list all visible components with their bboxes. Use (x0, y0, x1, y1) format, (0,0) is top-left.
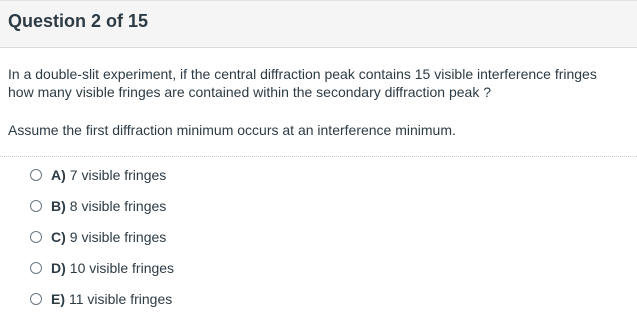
question-header (0, 0, 637, 48)
answer-letter: B) (51, 198, 66, 214)
radio-button-icon[interactable] (30, 200, 42, 212)
radio-button-icon[interactable] (30, 169, 42, 181)
answer-text: 10 visible fringes (69, 260, 175, 276)
answer-option-e[interactable] (30, 289, 172, 309)
answer-text: 9 visible fringes (69, 229, 167, 245)
question-title: Question 2 of 15 (8, 11, 149, 31)
answer-text: 8 visible fringes (69, 198, 167, 214)
radio-button-icon[interactable] (30, 231, 42, 243)
answer-text: 11 visible fringes (69, 291, 173, 307)
answer-letter: D) (51, 260, 66, 276)
question-text (8, 65, 637, 101)
answer-option-d[interactable] (30, 258, 174, 278)
radio-button-icon[interactable] (30, 262, 42, 274)
answer-letter: A) (51, 167, 66, 183)
answer-letter: E) (51, 291, 65, 307)
answer-option-b[interactable] (30, 196, 166, 216)
answer-option-c[interactable] (30, 227, 166, 247)
question-text-line-2: how many visible fringes are contained within the secondary diffraction peak ? (8, 84, 492, 100)
answer-option-a[interactable] (30, 165, 166, 185)
question-text-line-1: In a double-slit experiment, if the central diffraction peak contains 15 visible interference fringes (8, 66, 597, 82)
radio-button-icon[interactable] (30, 293, 42, 305)
divider (0, 156, 637, 157)
answer-letter: C) (51, 229, 66, 245)
answer-text: 7 visible fringes (69, 167, 167, 183)
question-note: Assume the first diffraction minimum occurs at an interference minimum. (8, 122, 456, 138)
